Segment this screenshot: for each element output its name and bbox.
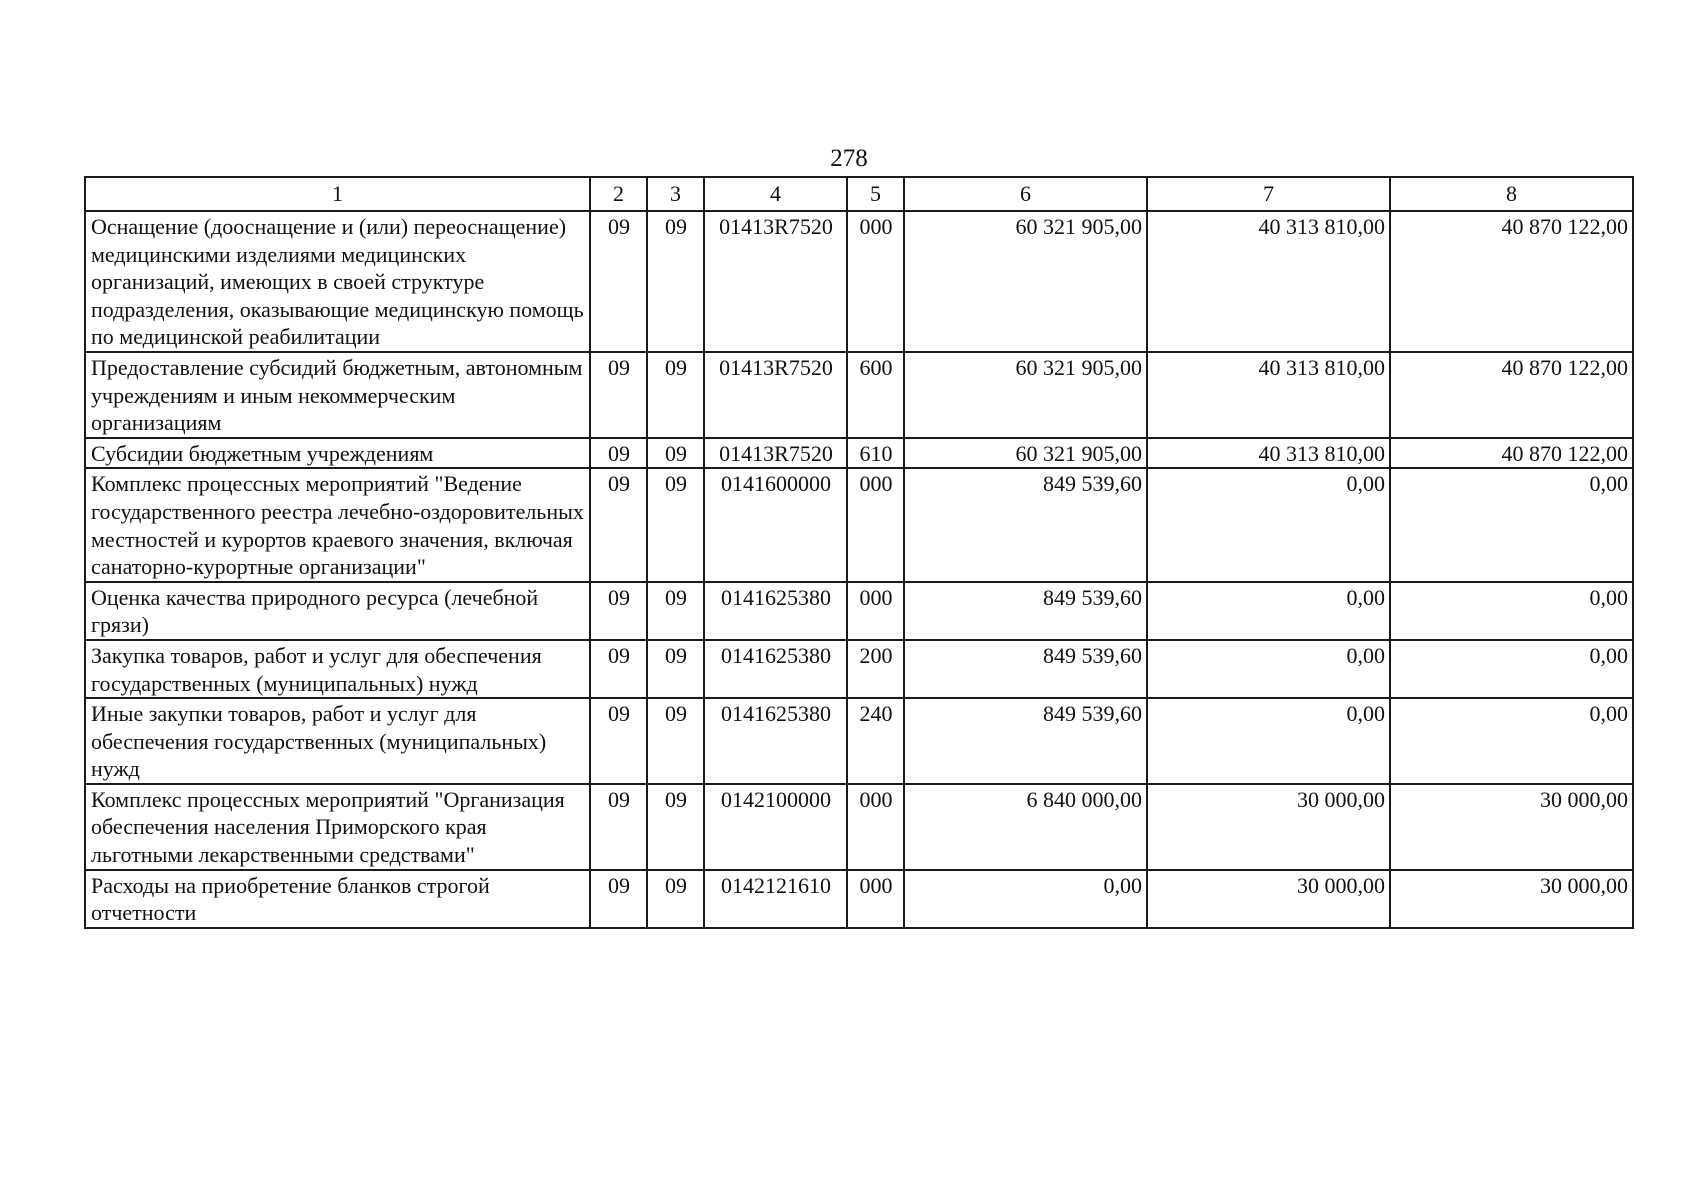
header-col-7: 7 [1147,177,1390,211]
row-amount-col-6: 0,00 [904,870,1147,928]
row-expense-type-code: 600 [847,352,904,438]
row-amount-col-8: 40 870 122,00 [1390,438,1633,469]
row-subsection-code: 09 [647,438,704,469]
row-amount-col-8: 30 000,00 [1390,784,1633,870]
row-amount-col-6: 849 539,60 [904,640,1147,698]
row-amount-col-7: 40 313 810,00 [1147,352,1390,438]
row-name: Иные закупки товаров, работ и услуг для обеспечения государственных (муниципальных) нужд [85,698,590,784]
header-col-3: 3 [647,177,704,211]
row-amount-col-8: 0,00 [1390,582,1633,640]
row-expense-type-code: 000 [847,211,904,352]
budget-table [84,176,1634,929]
row-expense-type-code: 000 [847,870,904,928]
row-name: Субсидии бюджетным учреждениям [85,438,590,469]
row-amount-col-8: 30 000,00 [1390,870,1633,928]
row-amount-col-8: 0,00 [1390,468,1633,581]
row-expense-type-code: 240 [847,698,904,784]
row-name: Расходы на приобретение бланков строгой отчетности [85,870,590,928]
header-col-1: 1 [85,177,590,211]
row-name: Предоставление субсидий бюджетным, автономным учреждениям и иным некоммерческим организациям [85,352,590,438]
row-target-article-code: 0141600000 [704,468,847,581]
table-row [85,468,1633,581]
row-subsection-code: 09 [647,582,704,640]
row-section-code: 09 [590,870,647,928]
table-row [85,582,1633,640]
row-target-article-code: 01413R7520 [704,438,847,469]
row-amount-col-7: 30 000,00 [1147,870,1390,928]
row-target-article-code: 0141625380 [704,640,847,698]
table-row [85,211,1633,352]
row-amount-col-7: 30 000,00 [1147,784,1390,870]
row-target-article-code: 0142100000 [704,784,847,870]
row-name: Оценка качества природного ресурса (лечебной грязи) [85,582,590,640]
row-section-code: 09 [590,211,647,352]
row-amount-col-6: 849 539,60 [904,582,1147,640]
row-section-code: 09 [590,352,647,438]
header-row [85,177,1633,211]
row-expense-type-code: 000 [847,784,904,870]
row-amount-col-7: 40 313 810,00 [1147,211,1390,352]
table-row [85,352,1633,438]
row-target-article-code: 01413R7520 [704,352,847,438]
row-section-code: 09 [590,582,647,640]
header-col-2: 2 [590,177,647,211]
row-subsection-code: 09 [647,468,704,581]
table-row [85,870,1633,928]
table-row [85,438,1633,469]
page-number: 278 [830,145,868,172]
row-subsection-code: 09 [647,640,704,698]
row-subsection-code: 09 [647,352,704,438]
row-amount-col-8: 0,00 [1390,698,1633,784]
row-amount-col-6: 849 539,60 [904,698,1147,784]
row-target-article-code: 0142121610 [704,870,847,928]
row-expense-type-code: 000 [847,468,904,581]
row-amount-col-6: 60 321 905,00 [904,352,1147,438]
header-col-6: 6 [904,177,1147,211]
row-subsection-code: 09 [647,870,704,928]
row-amount-col-6: 60 321 905,00 [904,211,1147,352]
row-section-code: 09 [590,640,647,698]
row-amount-col-7: 0,00 [1147,582,1390,640]
row-name: Комплекс процессных мероприятий "Организация обеспечения населения Приморского края льготными лекарственными средствами" [85,784,590,870]
header-col-5: 5 [847,177,904,211]
row-section-code: 09 [590,784,647,870]
row-subsection-code: 09 [647,211,704,352]
row-amount-col-8: 40 870 122,00 [1390,352,1633,438]
row-amount-col-6: 6 840 000,00 [904,784,1147,870]
header-col-8: 8 [1390,177,1633,211]
row-amount-col-6: 60 321 905,00 [904,438,1147,469]
table-row [85,784,1633,870]
row-expense-type-code: 200 [847,640,904,698]
row-name: Закупка товаров, работ и услуг для обеспечения государственных (муниципальных) нужд [85,640,590,698]
row-section-code: 09 [590,698,647,784]
row-subsection-code: 09 [647,784,704,870]
row-amount-col-7: 0,00 [1147,468,1390,581]
row-expense-type-code: 000 [847,582,904,640]
table-row [85,640,1633,698]
header-col-4: 4 [704,177,847,211]
row-name: Комплекс процессных мероприятий "Ведение государственного реестра лечебно-оздоровительных местностей и курортов краевого значения, включая санаторно-курортные организации" [85,468,590,581]
row-target-article-code: 01413R7520 [704,211,847,352]
row-section-code: 09 [590,468,647,581]
row-amount-col-6: 849 539,60 [904,468,1147,581]
row-expense-type-code: 610 [847,438,904,469]
row-subsection-code: 09 [647,698,704,784]
row-target-article-code: 0141625380 [704,698,847,784]
row-section-code: 09 [590,438,647,469]
row-amount-col-8: 0,00 [1390,640,1633,698]
row-target-article-code: 0141625380 [704,582,847,640]
row-amount-col-8: 40 870 122,00 [1390,211,1633,352]
row-amount-col-7: 40 313 810,00 [1147,438,1390,469]
row-amount-col-7: 0,00 [1147,698,1390,784]
row-amount-col-7: 0,00 [1147,640,1390,698]
row-name: Оснащение (дооснащение и (или) переоснащение) медицинскими изделиями медицинских организаций, имеющих в своей структуре подразделения, оказывающие медицинскую помощь по медицинской реабилитации [85,211,590,352]
table-row [85,698,1633,784]
